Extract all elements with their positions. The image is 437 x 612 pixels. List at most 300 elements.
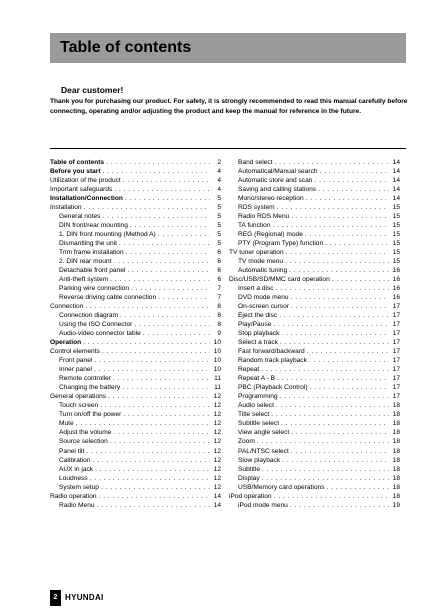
toc-entry-label: 1. DIN front mounting (Method A): [59, 231, 156, 239]
toc-dot-leader: [120, 311, 210, 320]
toc-entry-label: General notes: [59, 213, 101, 221]
toc-dot-leader: [122, 383, 210, 392]
toc-entry-label: Panel tilt: [59, 447, 85, 455]
toc-entry[interactable]: [229, 410, 400, 419]
toc-entry-page: 12: [213, 402, 221, 410]
toc-entry[interactable]: [229, 284, 400, 293]
toc-entry-page: 5: [217, 213, 221, 221]
toc-entry-label: Slow playback: [238, 456, 281, 464]
toc-entry-label: TA function: [238, 222, 271, 230]
toc-entry-page: 15: [392, 213, 400, 221]
toc-entry-page: 15: [392, 249, 400, 257]
toc-entry-page: 18: [392, 420, 400, 428]
toc-dot-leader: [280, 338, 389, 347]
intro-section: [50, 85, 410, 116]
toc-entry-page: 15: [392, 240, 400, 248]
toc-dot-leader: [94, 365, 210, 374]
toc-entry[interactable]: [50, 492, 221, 501]
toc-column-left: [50, 158, 221, 510]
toc-entry[interactable]: [50, 456, 221, 465]
toc-dot-leader: [143, 329, 210, 338]
toc-entry[interactable]: [229, 365, 400, 374]
toc-entry-page: 2: [217, 159, 221, 166]
toc-dot-leader: [306, 194, 389, 203]
toc-entry[interactable]: [50, 437, 221, 446]
toc-dot-leader: [126, 248, 210, 257]
toc-entry-label: Insert a disc: [238, 285, 274, 293]
toc-entry[interactable]: [50, 194, 221, 203]
toc-entry-label: PBC (Playback Control): [238, 384, 308, 392]
toc-entry[interactable]: [229, 293, 400, 302]
toc-dot-leader: [134, 320, 210, 329]
toc-entry-page: 12: [213, 438, 221, 446]
toc-entry[interactable]: [229, 374, 400, 383]
toc-dot-leader: [309, 356, 389, 365]
toc-entry[interactable]: [229, 266, 400, 275]
toc-dot-leader: [90, 474, 210, 483]
toc-dot-leader: [276, 284, 389, 293]
toc-entry-label: Touch screen: [59, 402, 99, 410]
toc-entry[interactable]: [50, 392, 221, 401]
toc-dot-leader: [274, 492, 389, 501]
toc-entry-page: 17: [392, 393, 400, 401]
toc-entry[interactable]: [229, 474, 400, 483]
toc-entry-page: 12: [213, 474, 221, 482]
toc-entry-label: USB/Memory card operations: [238, 483, 325, 491]
toc-dot-leader: [262, 474, 389, 483]
toc-entry-page: 11: [214, 375, 221, 383]
brand-logo: HYUNDAI: [65, 593, 104, 602]
toc-entry-label: Saving and calling stations: [238, 186, 317, 194]
toc-dot-leader: [113, 374, 210, 383]
toc-entry-page: 8: [217, 312, 221, 320]
toc-entry-page: 18: [392, 483, 400, 491]
toc-dot-leader: [113, 428, 210, 437]
toc-entry-label: Random track playback: [238, 357, 307, 365]
toc-entry-label: Utilization of the product: [50, 177, 121, 185]
toc-entry-label: Changing the battery: [59, 384, 121, 392]
toc-entry-label: Installation/Connection: [50, 195, 123, 203]
title-band: [50, 33, 406, 63]
toc-dot-leader: [110, 275, 210, 284]
toc-entry-label: Turn on/off the power: [59, 411, 122, 419]
toc-entry-label: Automatic tuning: [238, 267, 288, 275]
toc-entry-label: Control elements: [50, 348, 100, 356]
toc-entry[interactable]: [229, 329, 400, 338]
toc-entry[interactable]: [50, 257, 221, 266]
toc-entry-page: 17: [392, 303, 400, 311]
toc-entry[interactable]: [50, 428, 221, 437]
toc-entry-page: 17: [392, 384, 400, 392]
toc-entry[interactable]: [229, 465, 400, 474]
toc-entry-label: Display: [238, 474, 260, 482]
toc-entry-page: 5: [217, 195, 221, 203]
toc-entry[interactable]: [229, 428, 400, 437]
toc-entry-label: Audio select: [238, 402, 274, 410]
toc-dot-leader: [83, 338, 210, 347]
toc-dot-leader: [97, 501, 210, 510]
toc-entry-page: 12: [213, 393, 221, 401]
toc-entry-label: 2. DIN rear mount: [59, 258, 112, 266]
toc-entry-label: General operations: [50, 393, 107, 401]
toc-dot-leader: [113, 257, 210, 266]
toc-entry-page: 12: [213, 465, 221, 473]
toc-entry[interactable]: [229, 239, 400, 248]
toc-entry-label: DIN front/rear mounting: [59, 222, 128, 230]
toc-entry-page: 12: [213, 447, 221, 455]
toc-entry-label: Mute: [59, 420, 74, 428]
toc-entry[interactable]: [50, 167, 221, 176]
toc-entry-label: Connection diagram: [59, 312, 119, 320]
toc-entry-page: 18: [392, 456, 400, 464]
toc-entry[interactable]: [50, 221, 221, 230]
toc-entry[interactable]: [229, 401, 400, 410]
toc-entry[interactable]: [50, 293, 221, 302]
page-title: Table of contents: [60, 39, 192, 56]
toc-dot-leader: [261, 365, 389, 374]
toc-entry-page: 8: [217, 303, 221, 311]
toc-dot-leader: [276, 401, 389, 410]
toc-entry[interactable]: [50, 311, 221, 320]
toc-entry-page: 17: [392, 312, 400, 320]
toc-entry[interactable]: [50, 501, 221, 510]
toc-dot-leader: [95, 465, 210, 474]
toc-dot-leader: [123, 410, 210, 419]
intro-paragraph: Thank you for purchasing our product. For safety, it is strongly recommended to read this manual carefully before connecting, operating and/or adjusting the product and keep the manual for reference in the future.: [50, 98, 408, 115]
toc-entry-label: Remote controller: [59, 375, 112, 383]
toc-entry-page: 18: [392, 402, 400, 410]
toc-dot-leader: [102, 347, 210, 356]
toc-dot-leader: [281, 419, 389, 428]
toc-entry-page: 6: [217, 276, 221, 284]
toc-entry[interactable]: [229, 221, 400, 230]
toc-entry-page: 5: [217, 240, 221, 248]
toc-dot-leader: [103, 167, 210, 176]
toc-entry-label: Dismantling the unit: [59, 240, 117, 248]
toc-entry[interactable]: [50, 338, 221, 347]
toc-entry-page: 4: [217, 186, 221, 194]
toc-dot-leader: [93, 456, 210, 465]
toc-entry-label: Subtitle: [238, 465, 260, 473]
toc-entry[interactable]: [50, 230, 221, 239]
toc-entry-page: 14: [392, 186, 400, 194]
toc-entry-page: 8: [217, 321, 221, 329]
toc-entry-label: Trim frame installation: [59, 249, 124, 257]
toc-entry[interactable]: [229, 257, 400, 266]
toc-entry-page: 6: [217, 267, 221, 275]
toc-entry[interactable]: [229, 347, 400, 356]
toc-entry-label: Zoom: [238, 438, 255, 446]
toc-entry[interactable]: [229, 392, 400, 401]
toc-entry-page: 15: [392, 204, 400, 212]
toc-entry[interactable]: [229, 230, 400, 239]
toc-entry-page: 14: [213, 492, 221, 500]
toc-entry-page: 9: [217, 330, 221, 338]
toc-dot-leader: [125, 194, 210, 203]
toc-entry-page: 10: [213, 339, 221, 347]
toc-entry-label: Automatical/Manual search: [238, 168, 318, 176]
toc-dot-leader: [94, 356, 210, 365]
toc-dot-leader: [291, 447, 389, 456]
toc-entry-label: Radio operation: [50, 492, 97, 500]
toc-dot-leader: [307, 347, 389, 356]
toc-dot-leader: [277, 203, 389, 212]
toc-entry-page: 14: [392, 159, 400, 166]
toc-entry-page: 10: [213, 348, 221, 356]
toc-entry[interactable]: [50, 474, 221, 483]
toc-entry-page: 12: [213, 411, 221, 419]
toc-entry-page: 6: [217, 249, 221, 257]
toc-entry[interactable]: [229, 176, 400, 185]
toc-entry[interactable]: [50, 383, 221, 392]
toc-dot-leader: [289, 266, 389, 275]
toc-dot-leader: [106, 158, 210, 167]
toc-entry-page: 15: [392, 231, 400, 239]
toc-entry-label: DVD mode menu: [238, 294, 289, 302]
toc-entry[interactable]: [229, 212, 400, 221]
toc-entry-label: Operation: [50, 339, 82, 347]
toc-entry-label: Loudness: [59, 474, 88, 482]
toc-entry-page: 18: [392, 492, 400, 500]
toc-dot-leader: [262, 465, 389, 474]
toc-entry[interactable]: [50, 266, 221, 275]
toc-entry-label: Parking wire connection: [59, 285, 130, 293]
page-number: 2: [53, 594, 58, 601]
toc-entry-page: 18: [392, 474, 400, 482]
toc-dot-leader: [99, 492, 210, 501]
toc-entry-page: 12: [213, 420, 221, 428]
toc-entry-page: 16: [392, 285, 400, 293]
toc-entry-page: 16: [392, 267, 400, 275]
toc-entry[interactable]: [50, 419, 221, 428]
toc-entry-page: 14: [213, 501, 221, 509]
toc-entry-label: Audio-video connector table: [59, 330, 141, 338]
toc-entry-label: Radio RDS Menu: [238, 213, 290, 221]
toc-entry-label: Detachable front panel: [59, 267, 126, 275]
greeting: Dear customer!: [61, 85, 124, 95]
toc-entry-page: 12: [213, 456, 221, 464]
toc-dot-leader: [279, 311, 389, 320]
toc-entry-label: Table of contents: [50, 159, 105, 166]
toc-entry-label: Mono/stereo reception: [238, 195, 304, 203]
toc-entry[interactable]: [50, 320, 221, 329]
toc-entry-label: AUX in jack: [59, 465, 94, 473]
toc-entry-page: 4: [217, 177, 221, 185]
toc-entry-page: 12: [213, 429, 221, 437]
toc-entry-label: iPod operation: [229, 492, 272, 500]
toc-dot-leader: [114, 185, 210, 194]
toc-entry-page: 5: [217, 222, 221, 230]
divider: [50, 148, 406, 149]
toc-entry-label: Connection: [50, 303, 84, 311]
toc-dot-leader: [86, 447, 210, 456]
toc-entry-page: 10: [213, 357, 221, 365]
toc-dot-leader: [108, 392, 210, 401]
toc-dot-leader: [285, 257, 389, 266]
toc-entry[interactable]: [229, 501, 400, 510]
toc-entry[interactable]: [229, 248, 400, 257]
toc-entry-page: 15: [392, 222, 400, 230]
toc-entry[interactable]: [50, 356, 221, 365]
toc-entry-label: Title select: [238, 411, 270, 419]
toc-entry-page: 18: [392, 411, 400, 419]
toc-entry[interactable]: [229, 311, 400, 320]
toc-dot-leader: [76, 419, 210, 428]
toc-entry[interactable]: [229, 492, 400, 501]
toc-entry-label: Automatic store and scan: [238, 177, 313, 185]
toc-dot-leader: [257, 437, 389, 446]
toc-entry[interactable]: [50, 275, 221, 284]
toc-dot-leader: [277, 374, 389, 383]
toc-entry-label: TV mode menu: [238, 258, 284, 266]
toc-entry[interactable]: [229, 447, 400, 456]
toc-entry-label: TV tuner operation: [229, 249, 284, 257]
toc-entry-label: Reverse driving cable connection: [59, 294, 157, 302]
toc-entry-label: PAL/NTSC select: [238, 447, 289, 455]
toc-entry-page: 11: [214, 384, 221, 392]
toc-entry-page: 17: [392, 366, 400, 374]
toc-entry-label: RDS system: [238, 204, 275, 212]
toc-dot-leader: [274, 158, 389, 167]
toc-entry[interactable]: [50, 203, 221, 212]
toc-entry-page: 17: [392, 348, 400, 356]
toc-dot-leader: [325, 239, 389, 248]
toc-entry-label: Fast forward/backward: [238, 348, 305, 356]
toc-dot-leader: [158, 230, 210, 239]
toc-entry-label: View angle select: [238, 429, 290, 437]
toc-dot-leader: [291, 293, 389, 302]
toc-entry[interactable]: [50, 239, 221, 248]
toc-entry-label: Using the ISO Connector: [59, 321, 133, 329]
toc-dot-leader: [127, 266, 210, 275]
toc-entry[interactable]: [50, 284, 221, 293]
toc-entry[interactable]: [50, 410, 221, 419]
toc-dot-leader: [305, 230, 389, 239]
toc-entry[interactable]: [229, 167, 400, 176]
toc-entry[interactable]: [229, 302, 400, 311]
toc-dot-leader: [318, 185, 389, 194]
toc-entry[interactable]: [229, 419, 400, 428]
toc-entry[interactable]: [229, 158, 400, 167]
toc-entry[interactable]: [50, 447, 221, 456]
toc-dot-leader: [280, 392, 389, 401]
toc-entry-page: 19: [392, 501, 400, 509]
toc-dot-leader: [286, 248, 389, 257]
toc-entry[interactable]: [50, 374, 221, 383]
toc-entry-page: 14: [392, 195, 400, 203]
toc-entry-label: Subtitle select: [238, 420, 280, 428]
toc-entry-page: 17: [392, 357, 400, 365]
toc-entry-page: 17: [392, 375, 400, 383]
toc-entry[interactable]: [229, 203, 400, 212]
toc-entry[interactable]: [229, 320, 400, 329]
toc-dot-leader: [291, 302, 389, 311]
toc-dot-leader: [291, 212, 389, 221]
toc-entry-page: 18: [392, 438, 400, 446]
toc-entry-label: Stop playback: [238, 330, 280, 338]
toc-entry-page: 17: [392, 321, 400, 329]
toc-entry-page: 17: [392, 339, 400, 347]
toc-dot-leader: [110, 437, 210, 446]
toc-entry-page: 18: [392, 429, 400, 437]
toc-entry-page: 16: [392, 276, 400, 284]
toc-entry-label: Installation: [50, 204, 82, 212]
toc-entry[interactable]: [229, 437, 400, 446]
toc-dot-leader: [85, 302, 210, 311]
toc-entry[interactable]: [50, 212, 221, 221]
toc-entry-page: 14: [392, 177, 400, 185]
toc-column-right: [229, 158, 400, 510]
toc-entry[interactable]: [229, 456, 400, 465]
toc-entry-page: 4: [217, 168, 221, 176]
toc-entry-page: 7: [217, 294, 221, 302]
toc-dot-leader: [310, 383, 389, 392]
toc-entry-label: System setup: [59, 483, 99, 491]
toc-entry-label: Important safeguards: [50, 186, 113, 194]
toc-entry[interactable]: [229, 483, 400, 492]
toc-entry-label: Play/Pause: [238, 321, 272, 329]
toc-entry-page: 18: [392, 447, 400, 455]
toc-entry[interactable]: [50, 365, 221, 374]
toc-entry[interactable]: [50, 465, 221, 474]
toc-entry-page: 16: [392, 294, 400, 302]
toc-entry-page: 15: [392, 258, 400, 266]
toc-dot-leader: [101, 483, 210, 492]
toc-dot-leader: [281, 329, 389, 338]
toc-entry[interactable]: [229, 383, 400, 392]
toc-dot-leader: [84, 203, 210, 212]
toc-entry-page: 17: [392, 330, 400, 338]
toc-entry-label: On-screen cursor: [238, 303, 289, 311]
toc-entry-label: PTY (Program Type) function: [238, 240, 324, 248]
toc-entry[interactable]: [50, 329, 221, 338]
toc-dot-leader: [273, 221, 390, 230]
toc-entry[interactable]: [229, 356, 400, 365]
toc-entry[interactable]: [229, 338, 400, 347]
toc-entry-label: Repeat: [238, 366, 260, 374]
toc-entry[interactable]: [229, 185, 400, 194]
toc-entry[interactable]: [50, 176, 221, 185]
toc-entry-label: Radio Menu: [59, 501, 95, 509]
toc-dot-leader: [332, 275, 389, 284]
toc-entry-page: 5: [217, 231, 221, 239]
toc-entry-label: Source selection: [59, 438, 108, 446]
toc-entry[interactable]: [50, 185, 221, 194]
toc-entry[interactable]: [229, 194, 400, 203]
toc-entry-label: Front panel: [59, 357, 93, 365]
toc-entry-label: Eject the disc: [238, 312, 278, 320]
toc-entry[interactable]: [50, 401, 221, 410]
toc-dot-leader: [291, 428, 389, 437]
toc-entry[interactable]: [50, 248, 221, 257]
toc-entry[interactable]: [50, 158, 221, 167]
toc-dot-leader: [130, 221, 210, 230]
toc-entry[interactable]: [50, 302, 221, 311]
toc-dot-leader: [290, 501, 389, 510]
toc-dot-leader: [271, 410, 389, 419]
toc-entry-page: 14: [392, 168, 400, 176]
toc-dot-leader: [327, 483, 390, 492]
toc-entry-page: 6: [217, 258, 221, 266]
toc-entry[interactable]: [50, 483, 221, 492]
toc-entry-label: Anti-theft system: [59, 276, 109, 284]
toc-dot-leader: [273, 320, 389, 329]
toc-dot-leader: [119, 239, 210, 248]
toc-entry-label: Select a track: [238, 339, 278, 347]
toc-entry[interactable]: [50, 347, 221, 356]
toc-entry[interactable]: [229, 275, 400, 284]
toc-entry-page: 18: [392, 465, 400, 473]
